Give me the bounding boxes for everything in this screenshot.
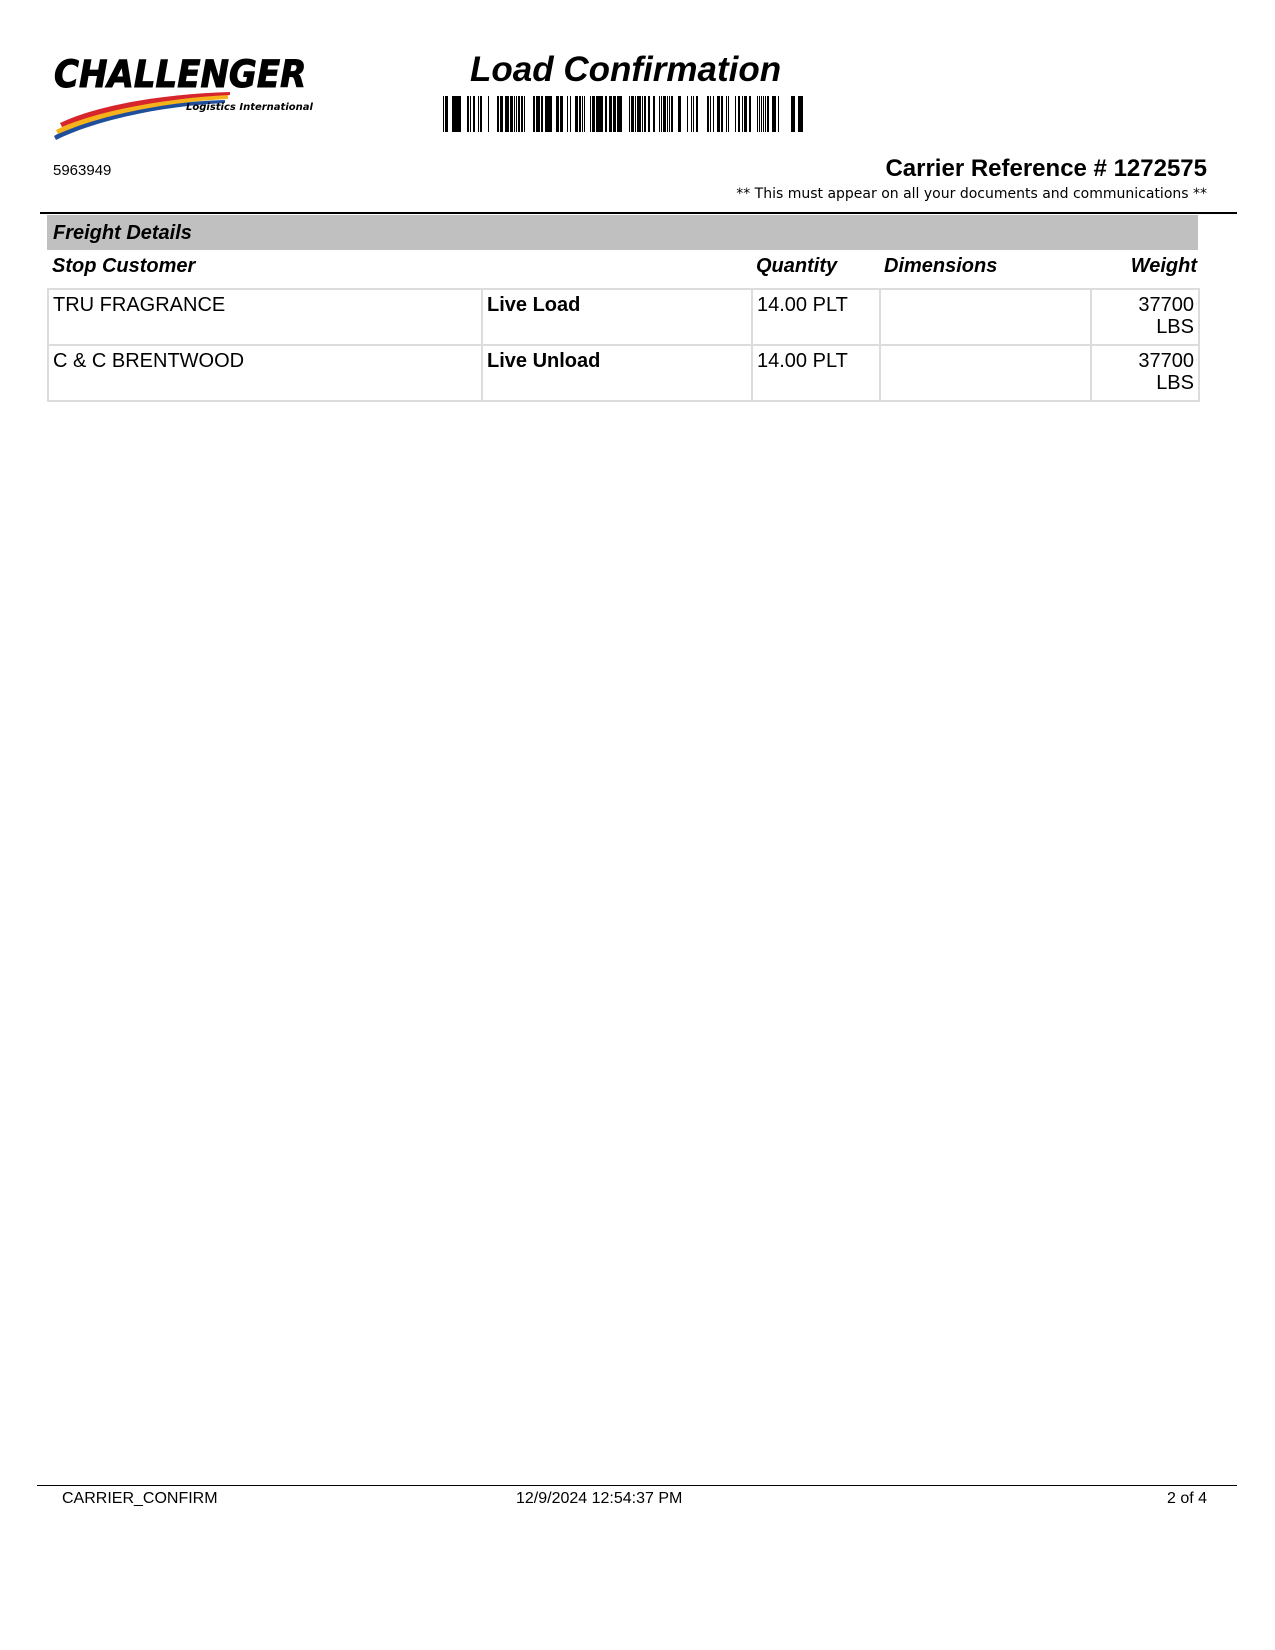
logo-subtitle: Logistics International	[186, 102, 313, 113]
footer-form-name: CARRIER_CONFIRM	[62, 1490, 218, 1507]
stop-type-cell: Live Load	[482, 289, 752, 345]
weight-unit: LBS	[1156, 372, 1194, 394]
quantity-cell: 14.00 PLT	[752, 289, 880, 345]
column-header-quantity: Quantity	[756, 255, 838, 277]
quantity-cell: 14.00 PLT	[752, 345, 880, 401]
section-title: Freight Details	[53, 222, 192, 244]
column-header-dimensions: Dimensions	[884, 255, 998, 277]
carrier-reference: Carrier Reference # 1272575	[885, 155, 1207, 182]
footer-divider	[37, 1485, 1237, 1486]
weight-unit: LBS	[1156, 316, 1194, 338]
table-row	[48, 345, 1199, 401]
stop-type-cell: Live Unload	[482, 345, 752, 401]
stop-customer-cell: C & C BRENTWOOD	[48, 345, 482, 401]
stop-customer-cell: TRU FRAGRANCE	[48, 289, 482, 345]
barcode-icon	[441, 96, 809, 132]
logo-wordmark: CHALLENGER	[54, 53, 307, 96]
dimensions-cell	[880, 289, 1091, 345]
dimensions-cell	[880, 345, 1091, 401]
footer-page-number: 2 of 4	[1166, 1490, 1207, 1507]
document-title: Load Confirmation	[470, 50, 782, 89]
freight-table	[47, 288, 1200, 402]
column-header-weight: Weight	[1130, 255, 1197, 277]
reference-notice: ** This must appear on all your documents and communications **	[736, 186, 1207, 202]
header-divider	[40, 212, 1237, 214]
order-number: 5963949	[53, 162, 112, 179]
table-row	[48, 289, 1199, 345]
weight-cell	[1091, 345, 1199, 401]
freight-section-header	[47, 215, 1198, 250]
weight-value: 37700	[1138, 350, 1194, 372]
weight-value: 37700	[1138, 294, 1194, 316]
weight-cell	[1091, 289, 1199, 345]
company-logo	[50, 53, 315, 140]
column-header-stop-customer: Stop Customer	[52, 255, 196, 277]
footer-timestamp: 12/9/2024 12:54:37 PM	[516, 1490, 683, 1507]
logo-swoosh-icon	[50, 92, 315, 140]
